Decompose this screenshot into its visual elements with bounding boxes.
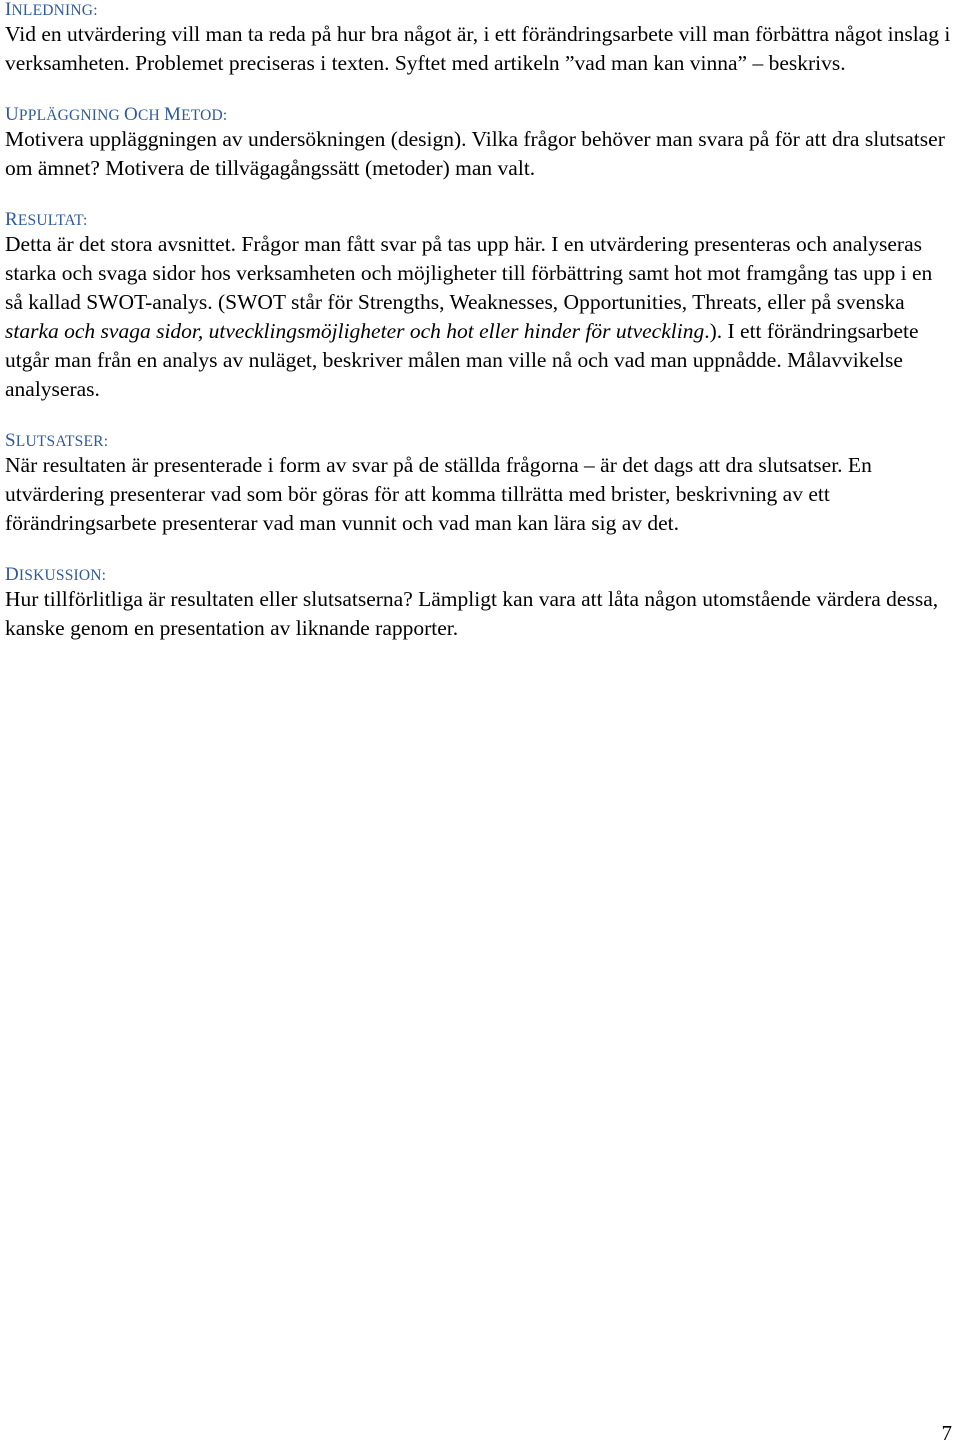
section-body-diskussion: Hur tillförlitliga är resultaten eller slutsatserna? Lämpligt kan vara att låta någon utomstående värdera dessa, kanske genom en presentation av liknande rapporter.	[5, 587, 939, 640]
section-heading-inledning: INLEDNING:	[5, 0, 98, 20]
section-spacer	[5, 78, 955, 105]
section-body-inledning: Vid en utvärdering vill man ta reda på hur bra något är, i ett förändringsarbete vill man förbättra något inslag i verksamheten. Problemet preciseras i texten. Syftet med artikeln ”vad man kan vinna” – beskrivs.	[5, 22, 951, 75]
section-body-resultat	[5, 230, 955, 404]
resultat-text-part1: Detta är det stora avsnittet. Frågor man fått svar på tas upp här. I en utvärdering presenteras och analyseras starka och svaga sidor hos verksamheten och möjligheter till förbättring samt hot mot framgång tas upp i en så kallad SWOT-analys. (SWOT står för Strengths, Weaknesses, Opportunities, Threats, eller på svenska	[5, 232, 933, 314]
section-upplaggning	[5, 105, 955, 183]
resultat-text-part2: .). I ett förändringsarbete utgår man från en analys av nuläget, beskriver målen man ville nå och vad man uppnådde. Målavvikelse analyseras.	[5, 319, 919, 401]
section-heading-upplaggning: UPPLÄGGNING OCH METOD:	[5, 104, 228, 125]
section-spacer	[5, 404, 955, 431]
section-diskussion	[5, 565, 955, 643]
section-inledning	[5, 0, 955, 78]
section-body-upplaggning: Motivera uppläggningen av undersökningen (design). Vilka frågor behöver man svara på för att dra slutsatser om ämnet? Motivera de tillvägagångssätt (metoder) man valt.	[5, 127, 945, 180]
section-spacer	[5, 183, 955, 210]
section-resultat	[5, 210, 955, 404]
section-heading-resultat: RESULTAT:	[5, 209, 88, 230]
section-spacer	[5, 538, 955, 565]
section-heading-diskussion: DISKUSSION:	[5, 564, 107, 585]
section-slutsatser	[5, 431, 955, 538]
section-body-slutsatser: När resultaten är presenterade i form av svar på de ställda frågorna – är det dags att dra slutsatser. En utvärdering presenterar vad som bör göras för att komma tillrätta med brister, beskrivning av ett förändringsarbete presenterar vad man vunnit och vad man kan lära sig av det.	[5, 453, 872, 535]
resultat-text-italic: starka och svaga sidor, utvecklingsmöjligheter och hot eller hinder för utveckling	[5, 319, 705, 343]
page-number: 7	[941, 1421, 952, 1445]
section-heading-slutsatser: SLUTSATSER:	[5, 430, 109, 451]
document-page	[5, 0, 955, 643]
